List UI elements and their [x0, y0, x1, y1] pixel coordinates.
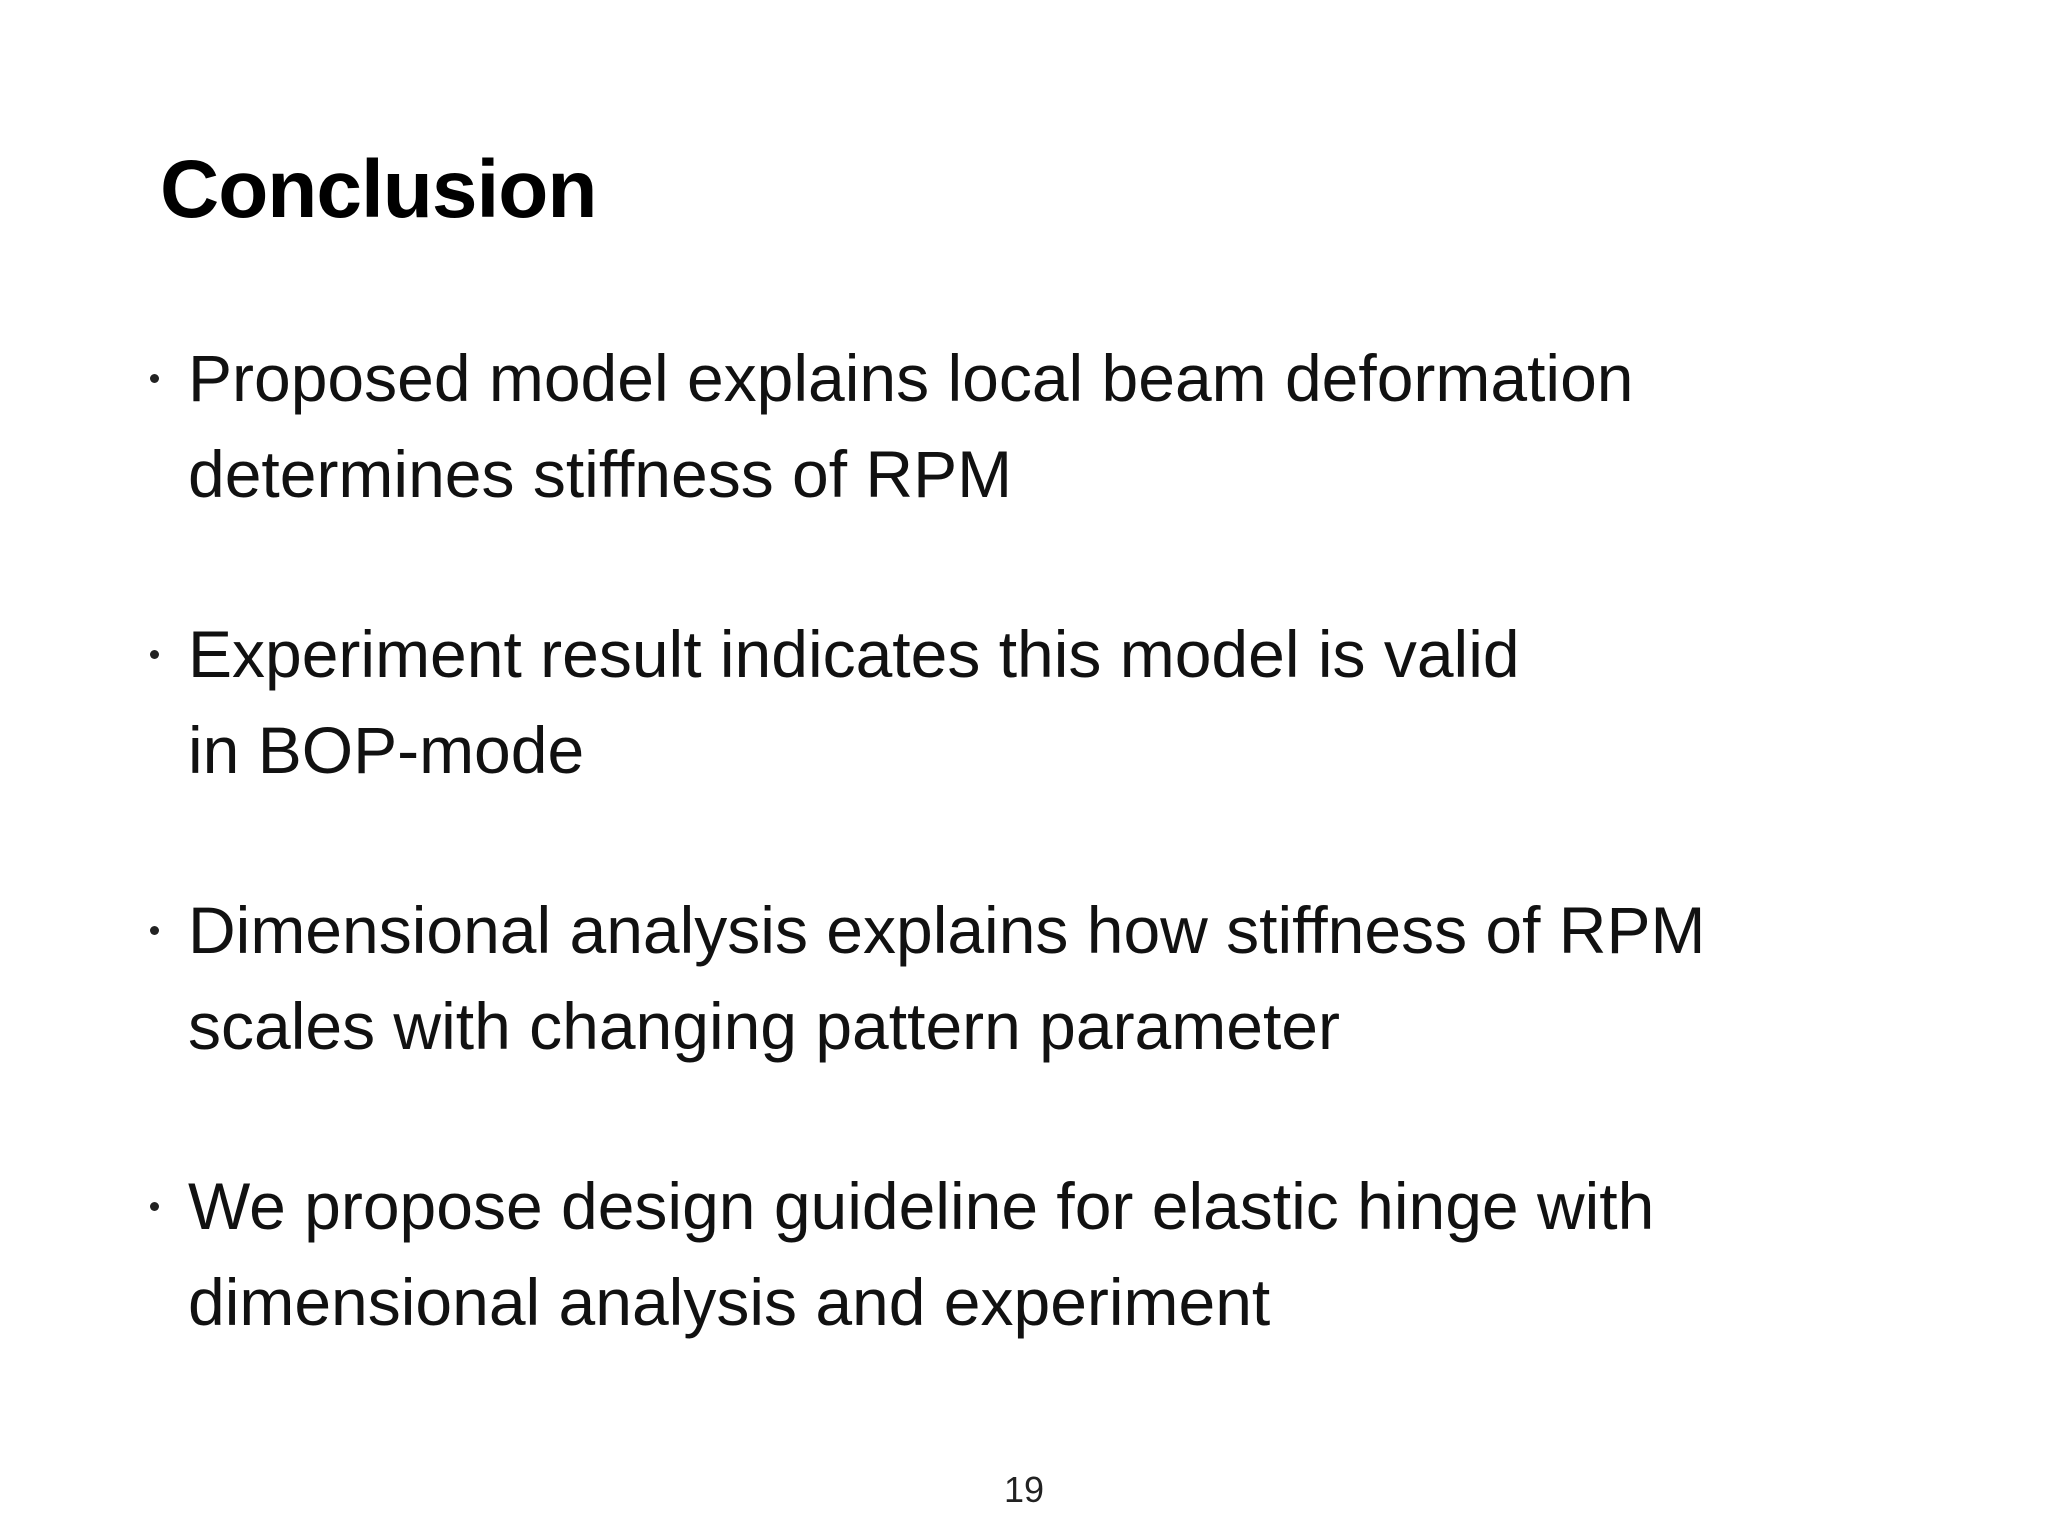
bullet-line: Dimensional analysis explains how stiffness of RPM	[188, 893, 1706, 967]
slide-title: Conclusion	[160, 144, 597, 235]
bullet-item	[140, 1158, 1920, 1350]
bullet-item	[140, 330, 1920, 522]
bullet-line: Experiment result indicates this model is valid	[188, 617, 1520, 691]
bullet-line: Proposed model explains local beam deformation	[188, 341, 1634, 415]
bullet-line: scales with changing pattern parameter	[188, 989, 1340, 1063]
bullet-dot-icon	[150, 650, 159, 659]
bullet-list	[140, 330, 1920, 1434]
bullet-dot-icon	[150, 1202, 159, 1211]
bullet-item	[140, 606, 1920, 798]
bullet-item	[140, 882, 1920, 1074]
bullet-line: We propose design guideline for elastic hinge with	[188, 1169, 1655, 1243]
bullet-line: dimensional analysis and experiment	[188, 1265, 1271, 1339]
bullet-dot-icon	[150, 926, 159, 935]
bullet-line: determines stiffness of RPM	[188, 437, 1013, 511]
page-number: 19	[1003, 1469, 1045, 1510]
bullet-line: in BOP-mode	[188, 713, 585, 787]
bullet-dot-icon	[150, 374, 159, 383]
